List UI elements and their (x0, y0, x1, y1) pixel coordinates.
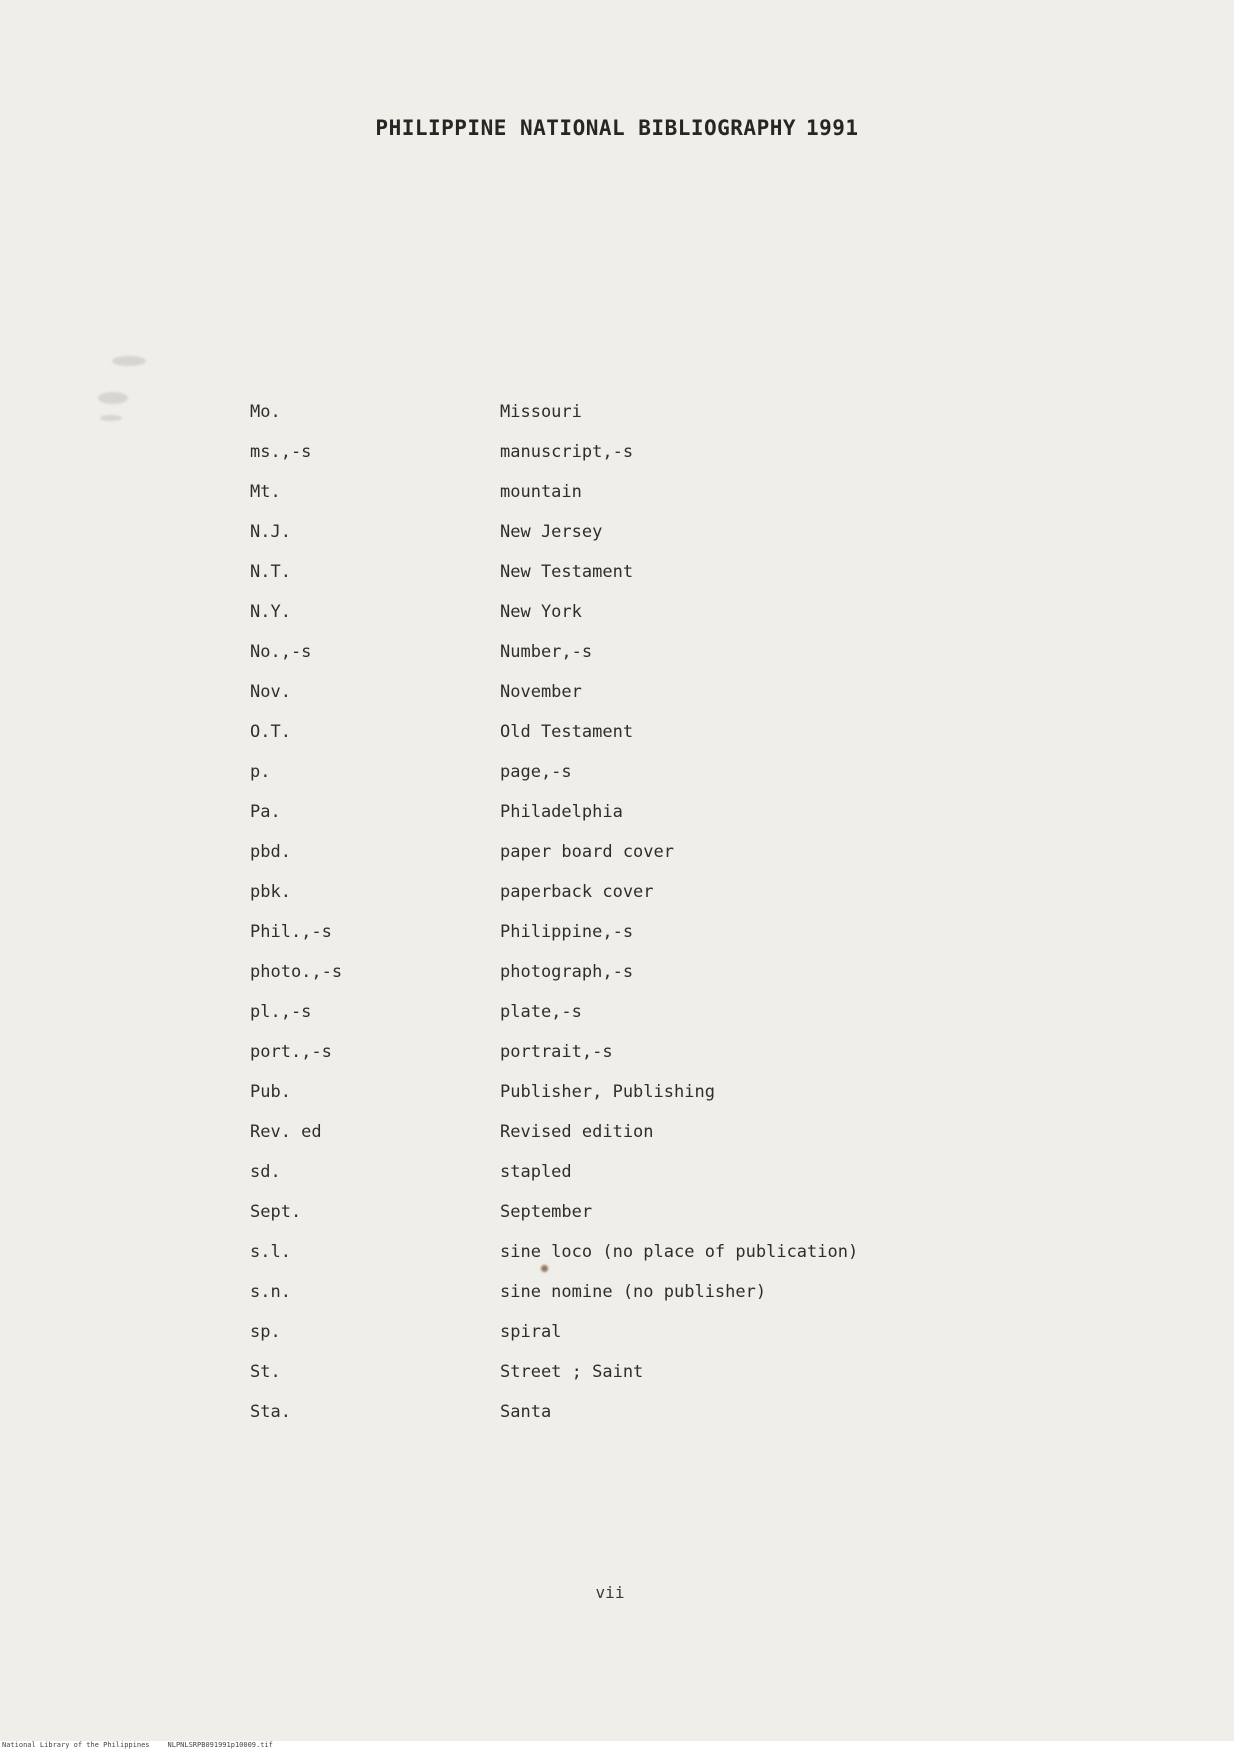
abbreviation-row (250, 1152, 950, 1192)
abbreviation-row (250, 1352, 950, 1392)
abbreviation: Mt. (250, 482, 281, 502)
abbreviation-row (250, 392, 950, 432)
footer-file: NLPNLSRPB091991p10009.tif (167, 1741, 273, 1749)
page-smudge (98, 392, 128, 404)
abbreviation-list (250, 392, 950, 1432)
abbreviation: ms.,-s (250, 442, 312, 462)
abbreviation-meaning: sine nomine (no publisher) (500, 1282, 767, 1302)
abbreviation-meaning: September (500, 1202, 593, 1222)
page-number: vii (595, 1583, 625, 1602)
abbreviation: port.,-s (250, 1042, 332, 1062)
abbreviation-meaning: Number,-s (500, 642, 593, 662)
abbreviation-row (250, 1272, 950, 1312)
abbreviation: Sta. (250, 1402, 291, 1422)
abbreviation-meaning: Street ; Saint (500, 1362, 644, 1382)
abbreviation-row (250, 552, 950, 592)
abbreviation-row (250, 912, 950, 952)
abbreviation: Sept. (250, 1202, 302, 1222)
abbreviation: Rev. ed (250, 1122, 322, 1142)
abbreviation-row (250, 872, 950, 912)
abbreviation: No.,-s (250, 642, 312, 662)
abbreviation-row (250, 512, 950, 552)
abbreviation-row (250, 1072, 950, 1112)
abbreviation-meaning: Philadelphia (500, 802, 623, 822)
abbreviation-meaning: paper board cover (500, 842, 674, 862)
abbreviation-meaning: paperback cover (500, 882, 654, 902)
abbreviation-row (250, 1192, 950, 1232)
title-text: PHILIPPINE NATIONAL BIBLIOGRAPHY (375, 116, 796, 140)
abbreviation: N.T. (250, 562, 291, 582)
abbreviation: Nov. (250, 682, 291, 702)
abbreviation-row (250, 592, 950, 632)
abbreviation-meaning: stapled (500, 1162, 572, 1182)
abbreviation-row (250, 632, 950, 672)
footer-source: National Library of the Philippines (2, 1741, 150, 1749)
abbreviation-meaning: manuscript,-s (500, 442, 634, 462)
abbreviation-row (250, 712, 950, 752)
abbreviation-meaning: plate,-s (500, 1002, 582, 1022)
abbreviation: s.n. (250, 1282, 291, 1302)
abbreviation-row (250, 672, 950, 712)
abbreviation-meaning: sine loco (no place of publication) (500, 1242, 859, 1262)
abbreviation-meaning: Philippine,-s (500, 922, 634, 942)
abbreviation-row (250, 752, 950, 792)
abbreviation: sd. (250, 1162, 281, 1182)
abbreviation: pbk. (250, 882, 291, 902)
abbreviation-meaning: New Testament (500, 562, 634, 582)
abbreviation-meaning: mountain (500, 482, 582, 502)
abbreviation: photo.,-s (250, 962, 343, 982)
scan-footer (0, 1741, 1234, 1750)
abbreviation-meaning: Old Testament (500, 722, 634, 742)
abbreviation: Pub. (250, 1082, 291, 1102)
abbreviation-row (250, 1392, 950, 1432)
abbreviation: pl.,-s (250, 1002, 312, 1022)
abbreviation-meaning: Publisher, Publishing (500, 1082, 715, 1102)
abbreviation: O.T. (250, 722, 291, 742)
page-smudge (112, 356, 146, 366)
abbreviation-meaning: spiral (500, 1322, 562, 1342)
abbreviation: N.J. (250, 522, 291, 542)
abbreviation-row (250, 832, 950, 872)
abbreviation: s.l. (250, 1242, 291, 1262)
abbreviation-row (250, 1112, 950, 1152)
abbreviation-meaning: Missouri (500, 402, 582, 422)
abbreviation: N.Y. (250, 602, 291, 622)
abbreviation-meaning: photograph,-s (500, 962, 634, 982)
abbreviation-meaning: New Jersey (500, 522, 603, 542)
abbreviation-row (250, 472, 950, 512)
abbreviation-meaning: Revised edition (500, 1122, 654, 1142)
abbreviation: Pa. (250, 802, 281, 822)
page-title (0, 116, 1234, 140)
abbreviation-meaning: portrait,-s (500, 1042, 613, 1062)
abbreviation: Mo. (250, 402, 281, 422)
abbreviation-row (250, 1032, 950, 1072)
abbreviation-row (250, 1312, 950, 1352)
abbreviation-meaning: New York (500, 602, 582, 622)
abbreviation: sp. (250, 1322, 281, 1342)
abbreviation: St. (250, 1362, 281, 1382)
abbreviation-row (250, 792, 950, 832)
abbreviation-row (250, 1232, 950, 1272)
abbreviation-meaning: November (500, 682, 582, 702)
abbreviation: Phil.,-s (250, 922, 332, 942)
title-year: 1991 (806, 116, 859, 140)
abbreviation-row (250, 952, 950, 992)
abbreviation-meaning: page,-s (500, 762, 572, 782)
page-smudge (100, 415, 122, 421)
abbreviation: pbd. (250, 842, 291, 862)
abbreviation-row (250, 432, 950, 472)
abbreviation: p. (250, 762, 271, 782)
abbreviation-row (250, 992, 950, 1032)
abbreviation-meaning: Santa (500, 1402, 552, 1422)
